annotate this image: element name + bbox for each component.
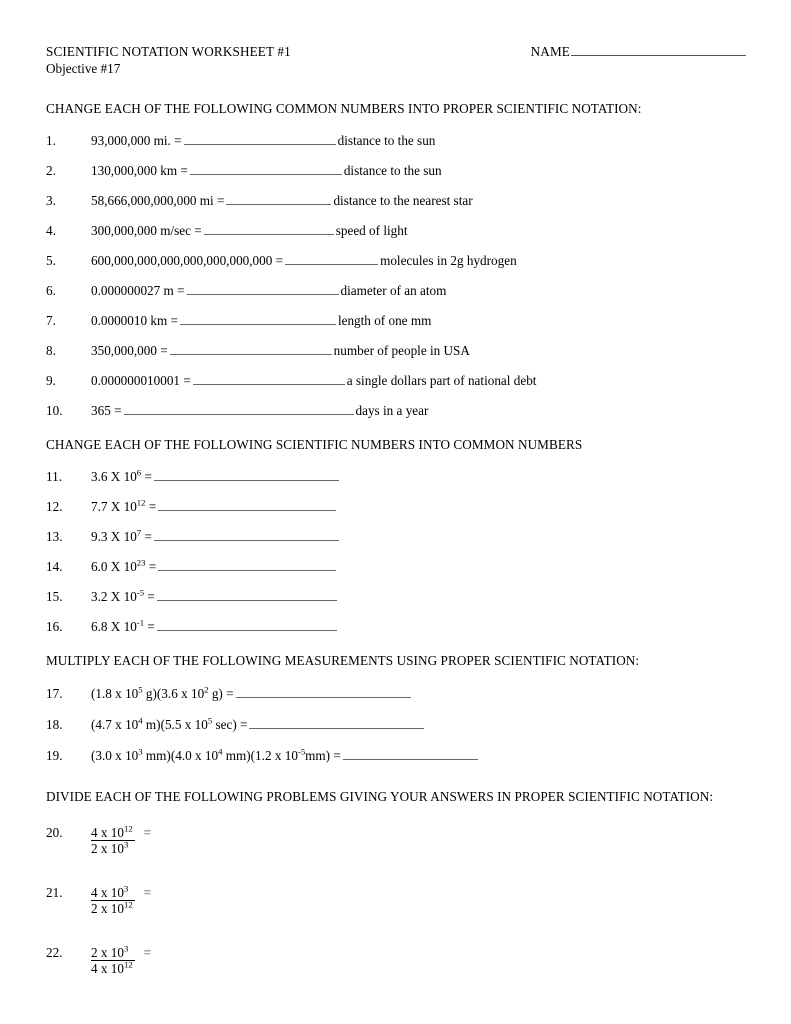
problem-number: 6. bbox=[46, 283, 56, 298]
exponent: 12 bbox=[136, 497, 146, 508]
exponent: 5 bbox=[138, 684, 143, 695]
fraction-numerator bbox=[91, 885, 135, 901]
exponent: 5 bbox=[207, 715, 213, 726]
problem-row bbox=[46, 717, 746, 732]
problem-body bbox=[91, 283, 746, 298]
objective-line: Objective #17 bbox=[46, 60, 121, 76]
exponent: 3 bbox=[138, 746, 143, 757]
exponent: 2 bbox=[204, 684, 209, 695]
answer-blank-line[interactable] bbox=[204, 224, 334, 235]
problem-list-4 bbox=[46, 825, 746, 976]
problem-expression: 600,000,000,000,000,000,000,000 = bbox=[91, 253, 284, 268]
mantissa: 6.0 X 10 bbox=[91, 559, 137, 574]
document-header bbox=[46, 44, 746, 60]
problem-number: 10. bbox=[46, 403, 63, 418]
problem-row bbox=[46, 529, 746, 544]
section-heading-2: CHANGE EACH OF THE FOLLOWING SCIENTIFIC NUMBERS INTO COMMON NUMBERS bbox=[46, 437, 583, 452]
equals-sign: = bbox=[144, 589, 155, 604]
expression-part: g)(3.6 x 10 bbox=[142, 686, 205, 701]
problem-list-1 bbox=[46, 133, 746, 418]
denominator-base: 2 x 10 bbox=[91, 841, 124, 856]
problem-row bbox=[46, 825, 746, 856]
problem-note: molecules in 2g hydrogen bbox=[380, 253, 517, 268]
problem-note: speed of light bbox=[335, 223, 408, 238]
problem-expression: 365 = bbox=[91, 403, 122, 418]
exponent: 4 bbox=[138, 715, 143, 726]
answer-blank-line[interactable] bbox=[193, 374, 345, 385]
fraction bbox=[91, 945, 135, 976]
equals-sign: = bbox=[143, 825, 152, 840]
problem-body bbox=[91, 253, 746, 268]
expression-part: mm)(1.2 x 10 bbox=[222, 748, 298, 763]
problem-number: 14. bbox=[46, 559, 63, 574]
problem-note: diameter of an atom bbox=[340, 283, 447, 298]
problem-number: 1. bbox=[46, 133, 56, 148]
fraction-denominator bbox=[91, 961, 135, 976]
expression-part: (4.7 x 10 bbox=[91, 717, 139, 732]
problem-row bbox=[46, 223, 746, 238]
exponent: -5 bbox=[297, 746, 306, 757]
problem-body bbox=[91, 619, 746, 634]
problem-body bbox=[91, 469, 746, 484]
problem-number: 12. bbox=[46, 499, 63, 514]
name-input-line[interactable] bbox=[571, 45, 746, 56]
equals-sign: = bbox=[141, 529, 152, 544]
problem-body bbox=[91, 717, 746, 732]
numerator-exponent: 3 bbox=[123, 883, 129, 894]
problem-expression: 0.0000010 km = bbox=[91, 313, 178, 328]
problem-body bbox=[91, 223, 746, 238]
exponent: 7 bbox=[136, 527, 142, 538]
numerator-base: 4 x 10 bbox=[91, 885, 124, 900]
equals-sign: = bbox=[144, 619, 155, 634]
problem-row bbox=[46, 469, 746, 484]
problem-row bbox=[46, 885, 746, 916]
denominator-exponent: 12 bbox=[123, 959, 133, 970]
answer-blank-line[interactable] bbox=[170, 344, 332, 355]
problem-row bbox=[46, 499, 746, 514]
answer-blank-line[interactable] bbox=[157, 590, 337, 601]
fraction-denominator bbox=[91, 901, 135, 916]
problem-number: 3. bbox=[46, 193, 56, 208]
problem-number: 4. bbox=[46, 223, 56, 238]
problem-expression: 350,000,000 = bbox=[91, 343, 168, 358]
answer-blank-line[interactable] bbox=[154, 530, 339, 541]
problem-note: number of people in USA bbox=[333, 343, 470, 358]
worksheet-content bbox=[46, 44, 746, 976]
problem-note: length of one mm bbox=[337, 313, 432, 328]
problem-expression: 0.000000027 m = bbox=[91, 283, 185, 298]
problem-expression: 93,000,000 mi. = bbox=[91, 133, 182, 148]
problem-row bbox=[46, 403, 746, 418]
numerator-base: 2 x 10 bbox=[91, 945, 124, 960]
problem-number: 21. bbox=[46, 885, 63, 900]
mantissa: 9.3 X 10 bbox=[91, 529, 137, 544]
problem-number: 8. bbox=[46, 343, 56, 358]
numerator-base: 4 x 10 bbox=[91, 825, 124, 840]
equals-sign: = bbox=[143, 885, 152, 900]
fraction-numerator bbox=[91, 945, 135, 961]
problem-list-3 bbox=[46, 686, 746, 763]
expression-part: (3.0 x 10 bbox=[91, 748, 139, 763]
denominator-base: 4 x 10 bbox=[91, 961, 124, 976]
problem-body bbox=[91, 313, 746, 328]
problem-row bbox=[46, 343, 746, 358]
problem-body bbox=[91, 403, 746, 418]
problem-number: 2. bbox=[46, 163, 56, 178]
problem-number: 13. bbox=[46, 529, 63, 544]
problem-expression: 58,666,000,000,000 mi = bbox=[91, 193, 225, 208]
answer-blank-line[interactable] bbox=[187, 284, 339, 295]
problem-body bbox=[91, 748, 746, 763]
expression-part: mm) = bbox=[305, 748, 341, 763]
numerator-exponent: 12 bbox=[123, 823, 133, 834]
problem-body bbox=[91, 373, 746, 388]
exponent: 4 bbox=[218, 746, 223, 757]
problem-expression: 300,000,000 m/sec = bbox=[91, 223, 202, 238]
problem-list-2 bbox=[46, 469, 746, 634]
problem-row bbox=[46, 283, 746, 298]
answer-blank-line[interactable] bbox=[157, 620, 337, 631]
fraction-numerator bbox=[91, 825, 135, 841]
mantissa: 6.8 X 10 bbox=[91, 619, 137, 634]
exponent: -5 bbox=[136, 587, 145, 598]
problem-row bbox=[46, 686, 746, 701]
problem-expression: 130,000,000 km = bbox=[91, 163, 188, 178]
problem-number: 20. bbox=[46, 825, 63, 840]
exponent: -1 bbox=[136, 617, 145, 628]
problem-number: 15. bbox=[46, 589, 63, 604]
answer-blank-line[interactable] bbox=[249, 718, 424, 729]
equals-sign: = bbox=[145, 559, 157, 574]
fraction bbox=[91, 885, 135, 916]
answer-blank-line[interactable] bbox=[158, 500, 336, 511]
expression-part: g) = bbox=[208, 686, 234, 701]
problem-body bbox=[91, 529, 746, 544]
expression-part: (1.8 x 10 bbox=[91, 686, 139, 701]
answer-blank-line[interactable] bbox=[158, 560, 336, 571]
mantissa: 3.2 X 10 bbox=[91, 589, 137, 604]
fraction bbox=[91, 825, 135, 856]
equals-sign: = bbox=[143, 945, 152, 960]
answer-blank-line[interactable] bbox=[236, 687, 411, 698]
answer-blank-line[interactable] bbox=[154, 470, 339, 481]
fraction-denominator bbox=[91, 841, 135, 856]
problem-note: distance to the sun bbox=[337, 133, 436, 148]
answer-blank-line[interactable] bbox=[343, 749, 478, 760]
answer-blank-line[interactable] bbox=[190, 164, 342, 175]
numerator-exponent: 3 bbox=[123, 943, 129, 954]
mantissa: 7.7 X 10 bbox=[91, 499, 137, 514]
problem-body bbox=[91, 163, 746, 178]
problem-body bbox=[91, 499, 746, 514]
equals-sign: = bbox=[145, 499, 157, 514]
problem-body bbox=[91, 589, 746, 604]
denominator-base: 2 x 10 bbox=[91, 901, 124, 916]
problem-row bbox=[46, 589, 746, 604]
answer-blank-line[interactable] bbox=[124, 404, 354, 415]
problem-row bbox=[46, 133, 746, 148]
expression-part: m)(5.5 x 10 bbox=[142, 717, 208, 732]
equals-sign: = bbox=[141, 469, 152, 484]
name-label: NAME bbox=[530, 44, 570, 59]
problem-row bbox=[46, 253, 746, 268]
section-heading-1: CHANGE EACH OF THE FOLLOWING COMMON NUMBERS INTO PROPER SCIENTIFIC NOTATION: bbox=[46, 101, 642, 116]
exponent: 6 bbox=[136, 467, 142, 478]
problem-number: 9. bbox=[46, 373, 56, 388]
problem-body bbox=[91, 559, 746, 574]
problem-body bbox=[91, 193, 746, 208]
problem-row bbox=[46, 373, 746, 388]
page-title: SCIENTIFIC NOTATION WORKSHEET #1 bbox=[46, 44, 291, 59]
problem-note: distance to the sun bbox=[343, 163, 442, 178]
denominator-exponent: 12 bbox=[123, 899, 133, 910]
answer-blank-line[interactable] bbox=[180, 314, 336, 325]
problem-row bbox=[46, 163, 746, 178]
problem-number: 11. bbox=[46, 469, 62, 484]
problem-row bbox=[46, 619, 746, 634]
problem-number: 5. bbox=[46, 253, 56, 268]
denominator-exponent: 3 bbox=[123, 839, 129, 850]
mantissa: 3.6 X 10 bbox=[91, 469, 137, 484]
problem-body bbox=[91, 133, 746, 148]
problem-body bbox=[91, 343, 746, 358]
problem-number: 7. bbox=[46, 313, 56, 328]
problem-note: distance to the nearest star bbox=[333, 193, 473, 208]
problem-number: 16. bbox=[46, 619, 63, 634]
problem-number: 17. bbox=[46, 686, 63, 701]
problem-number: 18. bbox=[46, 717, 63, 732]
problem-row bbox=[46, 313, 746, 328]
problem-body bbox=[91, 686, 746, 701]
section-heading-4: DIVIDE EACH OF THE FOLLOWING PROBLEMS GIVING YOUR ANSWERS IN PROPER SCIENTIFIC NOTATION: bbox=[46, 789, 714, 804]
problem-note: a single dollars part of national debt bbox=[346, 373, 537, 388]
problem-row bbox=[46, 748, 746, 763]
answer-blank-line[interactable] bbox=[184, 134, 336, 145]
expression-part: mm)(4.0 x 10 bbox=[142, 748, 219, 763]
problem-row bbox=[46, 945, 746, 976]
problem-note: days in a year bbox=[355, 403, 429, 418]
answer-blank-line[interactable] bbox=[226, 194, 331, 205]
problem-number: 22. bbox=[46, 945, 63, 960]
problem-row bbox=[46, 193, 746, 208]
expression-part: sec) = bbox=[212, 717, 248, 732]
section-heading-3: MULTIPLY EACH OF THE FOLLOWING MEASUREMENTS USING PROPER SCIENTIFIC NOTATION: bbox=[46, 653, 640, 668]
problem-row bbox=[46, 559, 746, 574]
answer-blank-line[interactable] bbox=[285, 254, 378, 265]
name-field-group bbox=[531, 44, 746, 60]
problem-number: 19. bbox=[46, 748, 63, 763]
exponent: 23 bbox=[136, 557, 146, 568]
problem-expression: 0.000000010001 = bbox=[91, 373, 191, 388]
